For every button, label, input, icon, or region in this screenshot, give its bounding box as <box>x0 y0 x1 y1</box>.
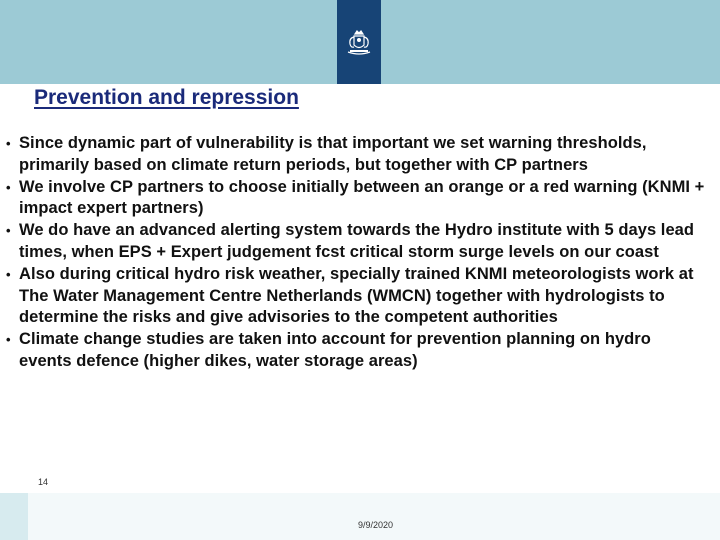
slide-date: 9/9/2020 <box>358 520 394 530</box>
header-band <box>0 0 720 84</box>
footer-panel <box>28 493 720 540</box>
bullet-list <box>6 133 706 373</box>
bullet-item <box>6 220 706 264</box>
bullet-item <box>6 133 706 177</box>
bullet-marker: • <box>6 332 11 348</box>
logo-box <box>337 0 381 84</box>
bullet-marker: • <box>6 266 11 282</box>
page-number: 14 <box>38 477 49 487</box>
bullet-text: Also during critical hydro risk weather, specially trained KNMI meteorologists work at The Water Management Centre Netherlands (WMCN) together with hydrologists to determine the risks and give advisories to the competent authorities <box>19 264 694 327</box>
bullet-text: Since dynamic part of vulnerability is that important we set warning thresholds, primarily based on climate return periods, but together with CP partners <box>19 134 647 174</box>
bullet-marker: • <box>6 179 11 195</box>
slide-title: Prevention and repression <box>34 86 299 109</box>
bullet-text: We involve CP partners to choose initially between an orange or a red warning (KNMI + impact expert partners) <box>19 177 705 218</box>
bullet-marker: • <box>6 136 11 151</box>
bullet-text: Climate change studies are taken into account for prevention planning on hydro events defence (higher dikes, water storage areas) <box>19 330 651 370</box>
bullet-item <box>6 329 706 373</box>
bullet-text: We do have an advanced alerting system towards the Hydro institute with 5 days lead times, when EPS + Expert judgement fcst critical storm surge levels on our coast <box>19 221 695 261</box>
footer-band <box>0 493 720 540</box>
dutch-coat-of-arms-icon <box>344 28 374 58</box>
bullet-item <box>6 177 706 221</box>
bullet-item <box>6 264 706 329</box>
bullet-marker: • <box>6 223 11 239</box>
